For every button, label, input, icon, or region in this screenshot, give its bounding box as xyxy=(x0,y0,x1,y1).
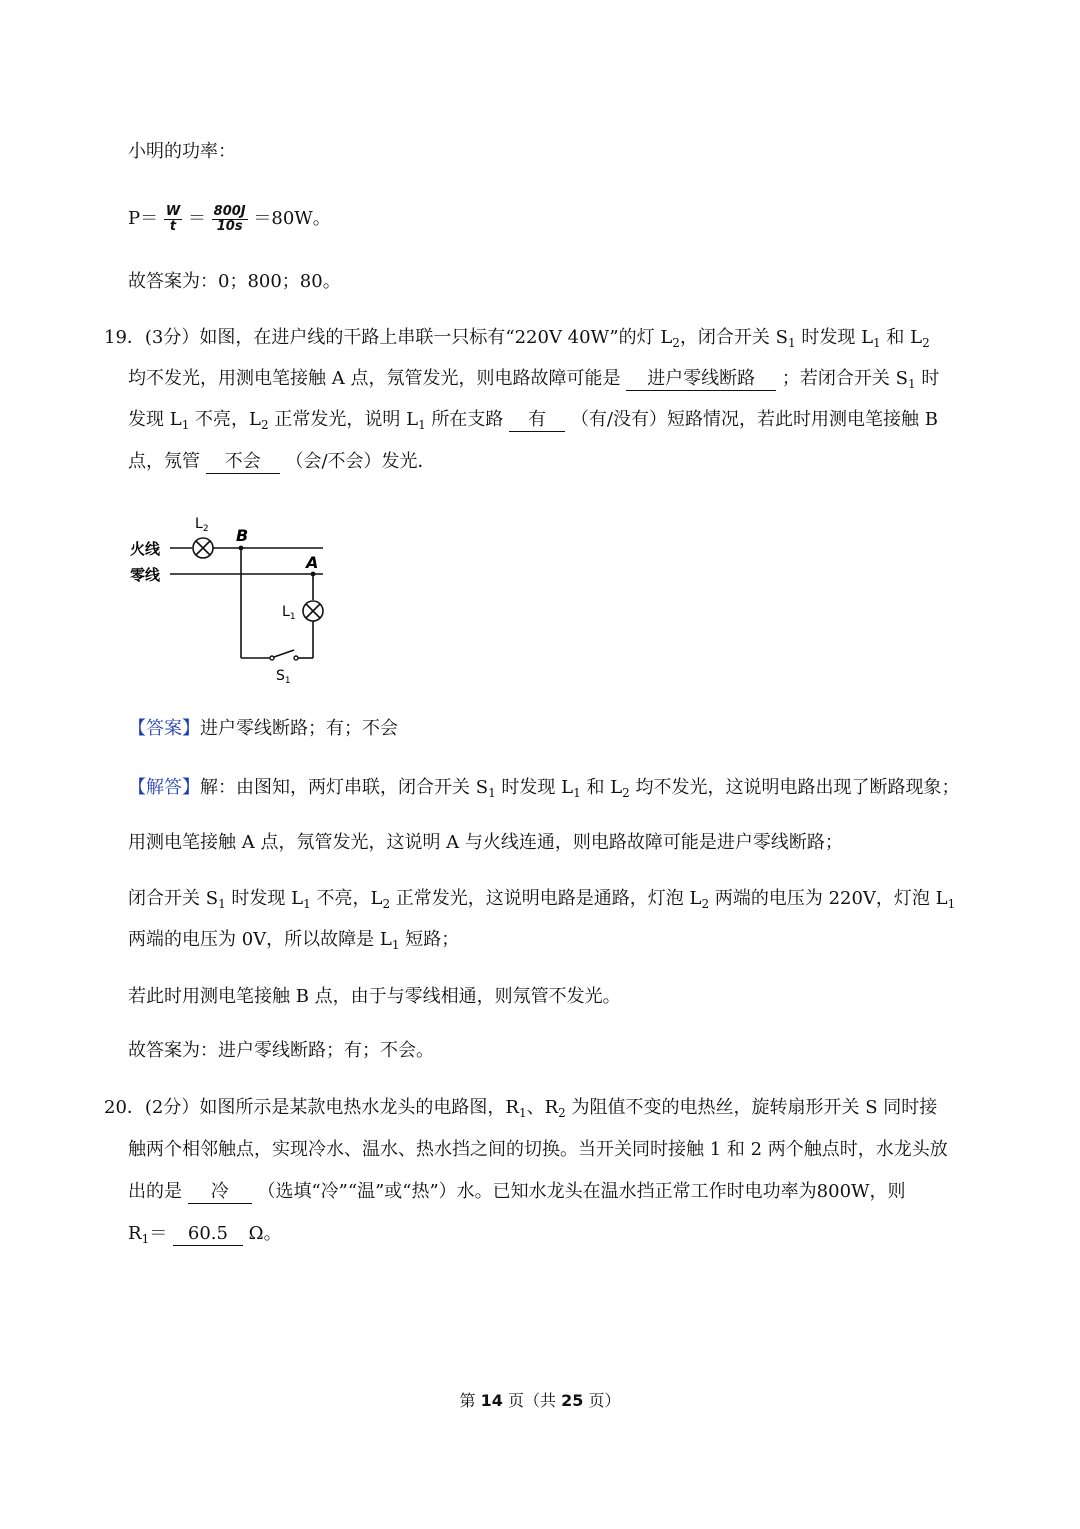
lamp-l1-label: $L_1$ xyxy=(282,604,296,622)
lamp-l2-label: $L_2$ xyxy=(195,516,209,534)
current-page-number: 14 xyxy=(480,1391,503,1410)
q20-number: 20． xyxy=(104,1097,145,1118)
solution-tag: 【解答】 xyxy=(128,777,200,798)
fraction-w-over-t: $\frac{W}{t}$ xyxy=(165,203,181,234)
q20-line-3: 出的是 冷 （选填“冷”“温”或“热”）水。已知水龙头在温水挡正常工作时电功率为800W，则 xyxy=(128,1181,906,1202)
q19-final-answer: 故答案为：进户零线断路；有；不会。 xyxy=(128,1040,434,1061)
q19-line-2: 均不发光，用测电笔接触 A 点，氖管发光，则电路故障可能是 进户零线断路 ；若闭合开关 $S_1$ 时 xyxy=(128,368,940,391)
q19-solution-line-1: 【解答】解：由图知，两灯串联，闭合开关 $S_1$ 时发现 $L_1$ 和 $L_2$ 均不发光，这说明电路出现了断路现象； xyxy=(128,777,960,800)
lamp-l1 xyxy=(303,601,323,621)
q19-number: 19． xyxy=(104,327,145,348)
page-footer: 第 14 页（共 25 页） xyxy=(459,1391,621,1410)
q19-line-3: 发现 $L_1$ 不亮，$L_2$ 正常发光，说明 $L_1$ 所在支路 有 （有/没有）短路情况，若此时用测电笔接触 B xyxy=(128,409,938,432)
point-b-label: B xyxy=(236,526,249,545)
circuit-diagram xyxy=(128,510,338,690)
q19-solution-line-2: 用测电笔接触 A 点，氖管发光，这说明 A 与火线连通，则电路故障可能是进户零线断路； xyxy=(128,832,843,853)
q19-blank-3: 不会 xyxy=(206,451,280,474)
q19-answer: 【答案】进户零线断路；有；不会 xyxy=(128,718,398,739)
q20-line-2: 触两个相邻触点，实现冷水、温水、热水挡之间的切换。当开关同时接触 1 和 2 两个触点时，水龙头放 xyxy=(128,1139,948,1160)
q20-line-1: 20．(2分）如图所示是某款电热水龙头的电路图，$R_1$、$R_2$ 为阻值不变的电热丝，旋转扇形开关 S 同时接 xyxy=(104,1097,938,1120)
fraction-800j-over-10s: $\frac{800J}{10s}$ xyxy=(213,203,246,234)
q19-score: (3分） xyxy=(144,327,200,348)
point-a-label: A xyxy=(306,553,319,572)
q19-solution-line-5: 若此时用测电笔接触 B 点，由于与零线相通，则氖管不发光。 xyxy=(128,986,621,1007)
live-wire-label: 火线 xyxy=(130,540,161,558)
q19-solution-line-3: 闭合开关 $S_1$ 时发现 $L_1$ 不亮，$L_2$ 正常发光，这说明电路是通路，灯泡 $L_2$ 两端的电压为 220V，灯泡 $L_1$ xyxy=(128,888,956,911)
lamp-l2 xyxy=(193,538,213,558)
q20-blank-1: 冷 xyxy=(188,1181,252,1204)
power-label: 小明的功率： xyxy=(128,141,236,162)
power-formula: P＝ $\frac{W}{t}$ ＝ $\frac{800J}{10s}$ ＝80W。 xyxy=(128,203,331,234)
q19-line-1: 19．(3分）如图，在进户线的干路上串联一只标有“220V 40W”的灯 $L_2$，闭合开关 $S_1$ 时发现 $L_1$ 和 $L_2$ xyxy=(104,327,930,350)
q20-line-4: $R_1= 60.5$ Ω。 xyxy=(128,1223,282,1246)
q19-solution-line-4: 两端的电压为 0V，所以故障是 $L_1$ 短路； xyxy=(128,929,460,952)
q19-blank-2: 有 xyxy=(509,409,565,432)
answer-tag: 【答案】 xyxy=(128,718,200,739)
q20-score: (2分） xyxy=(144,1097,200,1118)
q20-blank-2: 60.5 xyxy=(173,1223,243,1246)
switch-s1-label: $S_1$ xyxy=(276,668,291,686)
prev-answer: 故答案为：0；800；80。 xyxy=(128,271,341,292)
q19-blank-1: 进户零线断路 xyxy=(626,368,776,391)
neutral-wire-label: 零线 xyxy=(130,566,161,584)
q19-line-4: 点，氖管 不会 （会/不会）发光． xyxy=(128,451,436,472)
total-page-number: 25 xyxy=(561,1391,584,1410)
switch-s1 xyxy=(270,650,298,660)
